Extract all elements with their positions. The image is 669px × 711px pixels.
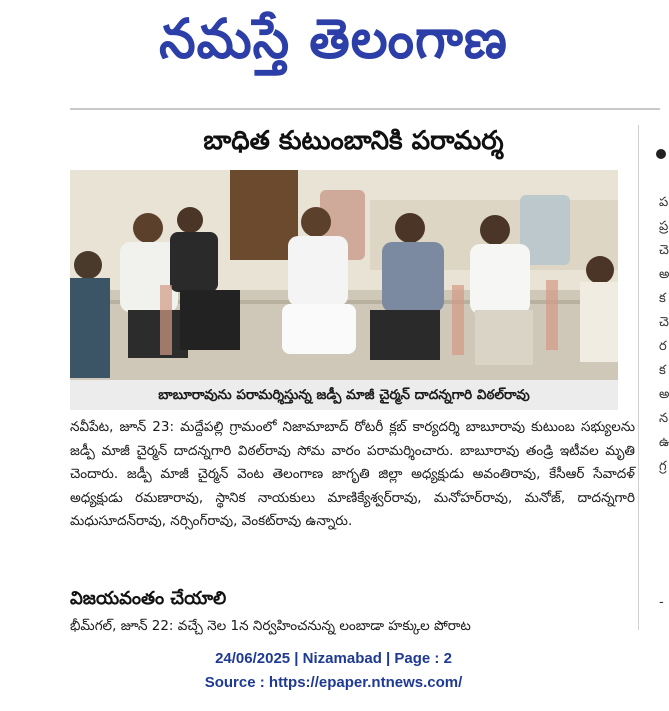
meeting-photo-illustration bbox=[70, 170, 618, 380]
bullet-icon bbox=[656, 149, 666, 159]
edition-info: 24/06/2025 | Nizamabad | Page : 2 bbox=[215, 650, 452, 667]
source-link[interactable]: Source : https://epaper.ntnews.com/ bbox=[204, 674, 463, 691]
masthead bbox=[0, 0, 667, 92]
article-headline: బాధిత కుటుంబానికి పరామర్శ bbox=[203, 126, 504, 156]
next-article-first-line: భీమ్‌గల్, జూన్ 22: వచ్చే నెల 1న నిర్వహించనున్న లంబాడా హక్కుల పోరాట bbox=[70, 618, 471, 634]
article-photo bbox=[70, 170, 618, 380]
adjacent-column-clipped: ప ప్ర చె అ క చె ర క అ న ఉ గ్ర - bbox=[638, 125, 668, 630]
next-article-headline: విజయవంతం చేయాలి bbox=[70, 588, 227, 609]
top-divider bbox=[70, 108, 660, 110]
article-body: నవీపేట, జూన్ 23: మద్దేపల్లి గ్రామంలో నిజామాబాద్ రోటరీ క్లబ్ కార్యదర్శి బాబూరావు కుటుంబ సభ్యులను జడ్పీ మాజీ చైర్మన్ దాదన్నగారి విఠల్‌రావు సోమ వారం పరామర్శించారు. బాబూరావు తండ్రి ఇటీవల మృతి చెందారు. జడ్పీ మాజీ చైర్మన్ వెంట తెలంగాణ జాగృతి జిల్లా అధ్యక్షుడు అవంతిరావు, కేసీఆర్ సేవాదళ్ అధ్యక్షుడు రమణారావు, స్థానిక నాయకులు మాణిక్యేశ్వర్‌రావు, మనోహర్‌రావు, మనోజ్, దాదన్నగారి మధుసూదన్‌రావు, నర్సింగ్‌రావు, వెంకట్‌రావు ఉన్నారు. bbox=[70, 419, 635, 529]
page-footer bbox=[0, 640, 667, 710]
photo-caption: బాబూరావును పరామర్శిస్తున్న జడ్పీ మాజీ చైర్మన్ దాదన్నగారి విఠల్‌రావు bbox=[70, 380, 618, 410]
newspaper-title: నమస్తే తెలంగాణ bbox=[159, 7, 508, 71]
